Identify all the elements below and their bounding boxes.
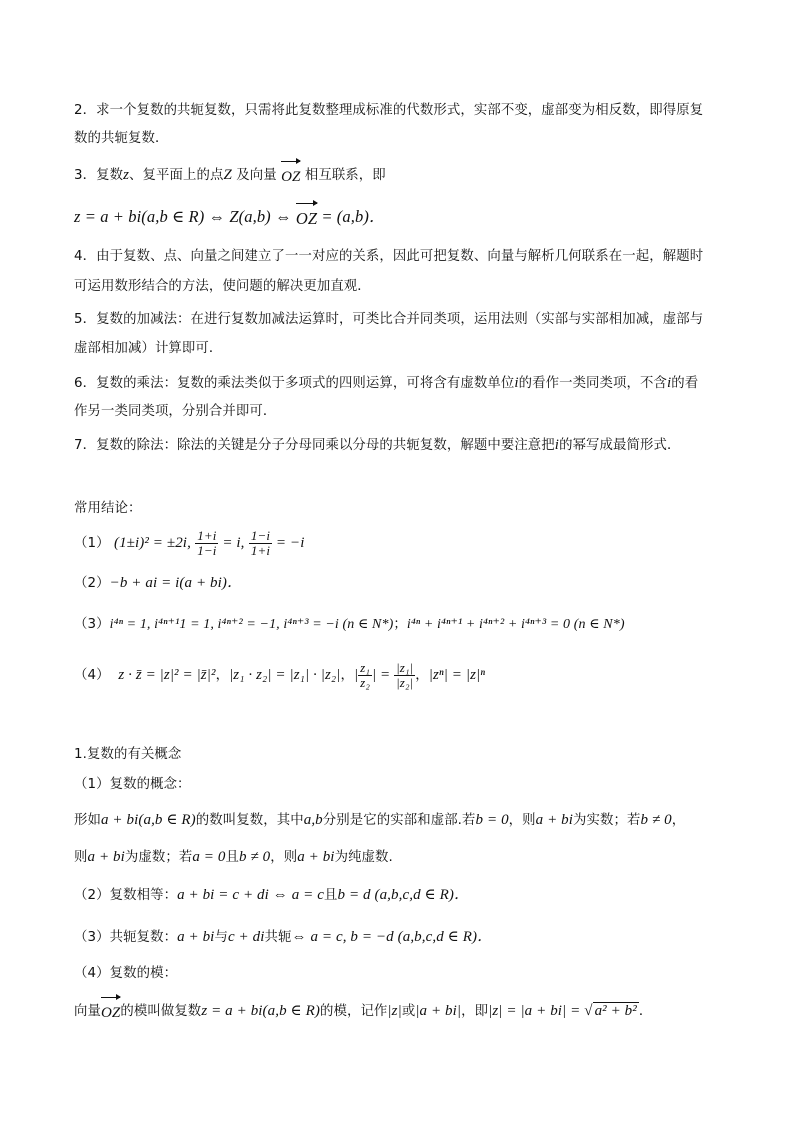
text: 虚部相加减）计算即可． <box>74 341 223 356</box>
text: 4．由于复数、点、向量之间建立了一一对应的关系，因此可把复数、向量与解析几何联系在一起，解题时 <box>74 249 704 264</box>
text: 或 <box>401 1004 416 1019</box>
math: c + di <box>227 929 265 945</box>
sqrt-body: a² + b² <box>594 1003 637 1019</box>
item-2-line-2 <box>74 130 734 148</box>
text: 与 <box>214 930 228 945</box>
text: 可运用数形结合的方法，使问题的解决更加直观． <box>74 279 371 294</box>
item-4-line-1 <box>74 248 734 266</box>
text: 的看作一类同类项，不含 <box>518 376 668 391</box>
text: 为实数；若 <box>573 813 641 828</box>
text: 则 <box>74 850 88 865</box>
vector-label: OZ <box>295 209 318 228</box>
math: b = 0 <box>475 812 509 828</box>
text: ，则 <box>508 813 536 828</box>
denominator: 1+i <box>250 542 271 558</box>
math: |a + bi| <box>415 1003 462 1019</box>
text: 的模叫做复数 <box>120 1004 202 1019</box>
math: (1±i)² = ±2i, <box>113 535 191 551</box>
math: a,b <box>303 812 323 828</box>
math: |z| <box>387 1003 402 1019</box>
separator: ， <box>340 668 354 683</box>
vector-arrow-icon <box>281 161 300 166</box>
denominator: 1−i <box>197 542 217 558</box>
numerator: |z₁| <box>396 659 414 675</box>
concepts-title <box>74 746 734 764</box>
math: b ≠ 0 <box>640 812 672 828</box>
concepts-section-1-line-2 <box>74 848 734 867</box>
concepts-section-4 <box>74 965 734 983</box>
text: （2）复数相等： <box>74 888 178 903</box>
denominator: |z₂| <box>396 674 414 690</box>
math-z: z <box>123 167 130 183</box>
conclusion-3 <box>74 616 734 634</box>
item-2-line-1 <box>74 102 734 120</box>
label: （2） <box>74 576 110 591</box>
text: 3．复数 <box>74 168 124 183</box>
math: z · z̄ = |z|² = |z̄|² <box>118 667 216 683</box>
vector-oz <box>296 210 317 230</box>
math: ⇔ a = c, b = −d (a,b,c,d ∈ R)． <box>291 929 493 945</box>
concepts-section-3 <box>74 928 734 947</box>
text: 相互联系，即 <box>300 168 386 183</box>
concepts-section-2 <box>74 886 734 905</box>
separator: ， <box>215 668 230 683</box>
numerator: 1+i <box>197 527 217 543</box>
vector-oz <box>101 1004 120 1023</box>
label: （3） <box>74 617 110 632</box>
text: 且 <box>324 888 338 903</box>
text: ． <box>638 1004 653 1019</box>
item-6-line-1 <box>74 374 734 393</box>
numerator: z₁ <box>360 659 370 675</box>
math: |z₁ · z₂| = |z₁| · |z₂| <box>229 667 341 683</box>
math: z = a + bi(a,b ∈ R) <box>201 1003 320 1019</box>
math: |z| = |a + bi| = <box>488 1003 585 1019</box>
math: = −i <box>272 535 305 551</box>
math: a + bi <box>535 812 574 828</box>
text: ，即 <box>461 1004 489 1019</box>
item-3-line-1 <box>74 166 734 187</box>
item-3-formula <box>74 208 734 230</box>
math-formula: z = a + bi(a,b ∈ R) ⇔ Z(a,b) ⇔ <box>74 207 296 226</box>
conclusion-2 <box>74 574 734 593</box>
math: = i, <box>218 535 245 551</box>
vector-arrow-icon <box>101 997 120 1002</box>
text: （1）复数的概念： <box>74 777 191 792</box>
vector-label: OZ <box>281 169 301 185</box>
text: 共轭 <box>264 930 292 945</box>
math: a + bi <box>177 929 215 945</box>
vector-oz <box>281 168 300 187</box>
item-7-line <box>74 436 734 455</box>
math-i: i <box>667 375 672 391</box>
denominator: z₂ <box>360 674 370 690</box>
concepts-section-1-line-1 <box>74 811 734 830</box>
conclusion-1 <box>74 528 734 559</box>
math: a + bi(a,b ∈ R) <box>100 812 196 828</box>
concepts-section-4-line <box>74 1002 734 1023</box>
item-5-line-2 <box>74 340 734 358</box>
fraction <box>394 661 415 690</box>
fraction <box>358 661 372 690</box>
text: 7．复数的除法：除法的关键是分子分母同乘以分母的共轭复数，解题中要注意把 <box>74 438 555 453</box>
vector-arrow-icon <box>296 203 317 208</box>
text: 的看 <box>671 376 699 391</box>
separator: ， <box>415 668 429 683</box>
label: （4） <box>74 668 110 683</box>
item-5-line-1 <box>74 311 734 329</box>
separator: ； <box>393 617 407 632</box>
fraction <box>195 529 218 558</box>
text: 数的共轭复数． <box>74 131 169 146</box>
text: 常用结论： <box>74 501 142 516</box>
text: 且 <box>225 850 239 865</box>
item-6-line-2 <box>74 403 734 421</box>
label: （1） <box>74 536 110 551</box>
math-formula-tail: = (a,b)． <box>317 207 386 226</box>
concepts-section-1 <box>74 776 734 794</box>
math: −b + ai = i(a + bi)． <box>109 575 243 591</box>
math: a + bi <box>87 849 125 865</box>
text: 的数叫复数，其中 <box>195 813 304 828</box>
math: a + bi = c + di ⇔ a = c <box>177 887 325 903</box>
text: 向量 <box>74 1004 101 1019</box>
math: a = 0 <box>192 849 226 865</box>
text: 作另一类同类项，分别合并即可． <box>74 404 277 419</box>
text: 及向量 <box>231 168 282 183</box>
fraction <box>249 529 272 558</box>
math-i: i <box>554 437 560 453</box>
text: 的幂写成最简形式． <box>559 438 681 453</box>
vector-label: OZ <box>100 1005 121 1021</box>
math: i⁴ⁿ + i⁴ⁿ⁺¹ + i⁴ⁿ⁺² + i⁴ⁿ⁺³ = 0 (n ∈ N*) <box>406 617 625 632</box>
text: 为纯虚数. <box>334 850 393 865</box>
math: b ≠ 0 <box>238 849 271 865</box>
text: 为虚数；若 <box>124 850 193 865</box>
text: 2．求一个复数的共轭复数，只需将此复数整理成标准的代数形式，实部不变，虚部变为相反数，即得原复 <box>74 103 704 118</box>
text: 1.复数的有关概念 <box>74 747 182 762</box>
math: |zⁿ| = |z|ⁿ <box>428 667 486 683</box>
sqrt-icon: √ <box>584 1003 593 1019</box>
math: i⁴ⁿ = 1, i⁴ⁿ⁺¹1 = 1, i⁴ⁿ⁺² = −1, i⁴ⁿ⁺³ = −i (n ∈ N*) <box>109 617 394 632</box>
text: （3）共轭复数： <box>74 930 178 945</box>
math-i: i <box>514 375 519 391</box>
item-4-line-2 <box>74 278 734 296</box>
text: ， <box>671 813 686 828</box>
text: 5．复数的加减法：在进行复数加减法运算时，可类比合并同类项，运用法则（实部与实部相加减，虚部与 <box>74 312 704 327</box>
text: （4）复数的模： <box>74 966 178 981</box>
text: 、复平面上的点 <box>129 168 224 183</box>
math: a + bi <box>297 849 335 865</box>
conclusions-heading <box>74 500 734 518</box>
text: 6．复数的乘法：复数的乘法类似于多项式的四则运算，可将含有虚数单位 <box>74 376 515 391</box>
text: 分别是它的实部和虚部.若 <box>322 813 476 828</box>
text: 形如 <box>74 813 101 828</box>
text: 的模，记作 <box>319 1004 388 1019</box>
numerator: 1−i <box>250 527 271 543</box>
conclusion-4: （4） z · z̄ = |z|² = |z̄|²，|z₁ · z₂| = |z₁| · |z₂|，| $\frac{\text{z₁}}{\text{z₂}}$ | = $\frac{\text{|z₁|}}{\text{|z₂|}}$ ，|zⁿ| = |z|ⁿ <box>74 659 486 690</box>
math-point-z: Z <box>223 167 232 183</box>
text: ，则 <box>270 850 298 865</box>
math: b = d (a,b,c,d ∈ R)． <box>337 887 470 903</box>
